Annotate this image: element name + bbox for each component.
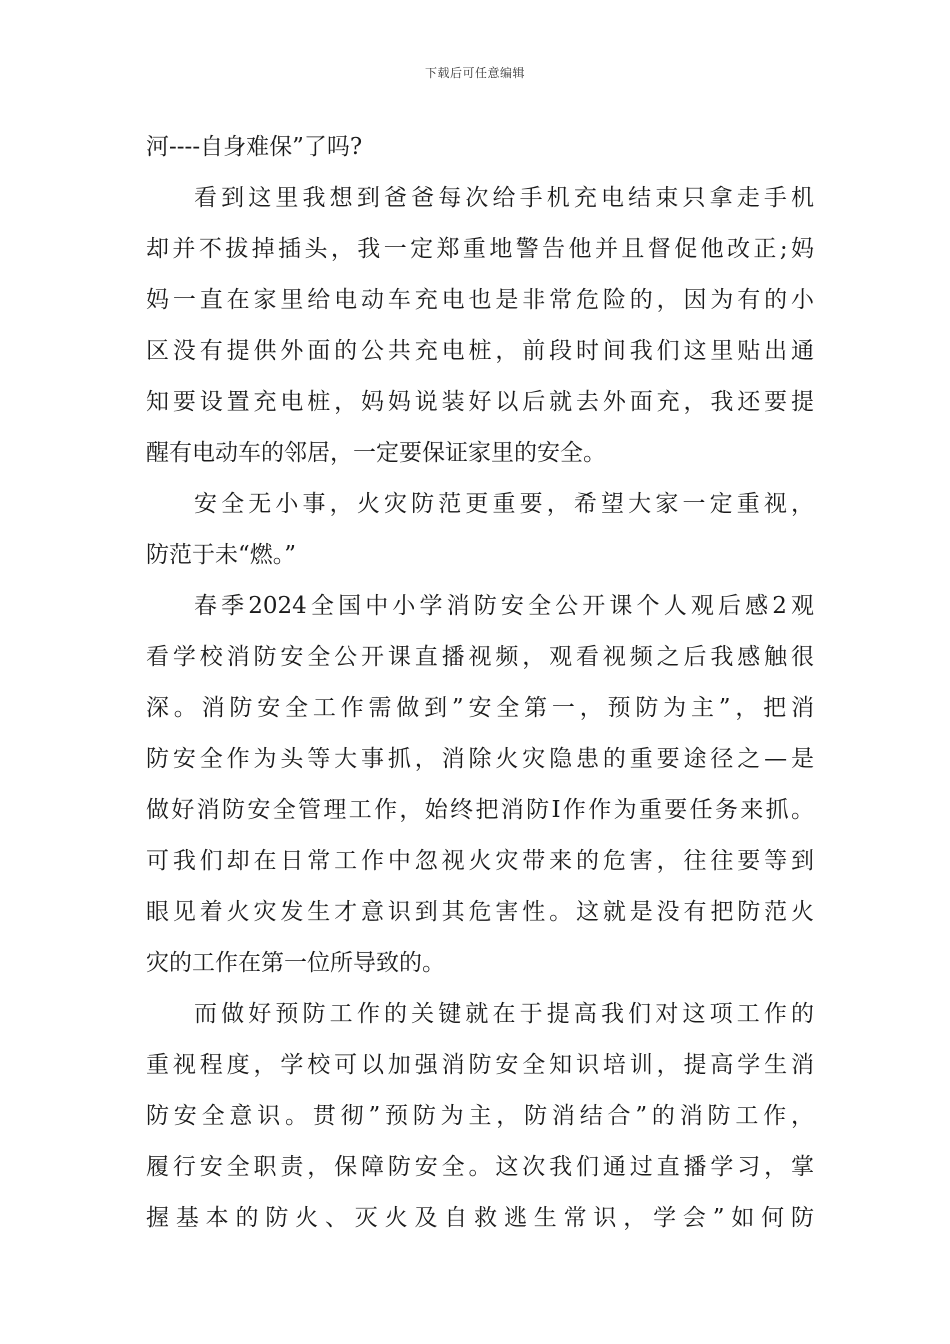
text-line: 可我们却在日常工作中忽视火灾带来的危害，往往要等到 (146, 848, 814, 874)
text-line: 却并不拔掉插头，我一定郑重地警告他并且督促他改正;妈 (146, 236, 814, 262)
text-line: 区没有提供外面的公共充电桩，前段时间我们这里贴出通 (146, 338, 814, 364)
text-line: 做好消防安全管理工作，始终把消防I作作为重要任务来抓。 (146, 797, 814, 823)
page-header-note: 下载后可任意编辑 (424, 66, 525, 80)
text-line: 看学校消防安全公开课直播视频，观看视频之后我感触很 (146, 644, 814, 670)
text-line: 眼见着火灾发生才意识到其危害性。这就是没有把防范火 (146, 899, 814, 925)
text-line: 河----自身难保”了吗? (146, 134, 363, 160)
text-line: 醒有电动车的邻居，一定要保证家里的安全。 (146, 440, 606, 466)
text-line: 防范于未“燃。” (146, 542, 297, 568)
text-line: 防安全作为头等大事抓，消除火灾隐患的重要途径之—是 (146, 746, 814, 772)
text-line: 深。消防安全工作需做到”安全第一，预防为主”，把消 (146, 695, 814, 721)
text-line: 防安全意识。贯彻”预防为主，防消结合”的消防工作， (146, 1103, 814, 1129)
text-line: 妈一直在家里给电动车充电也是非常危险的，因为有的小 (146, 287, 814, 313)
text-line: 而做好预防工作的关键就在于提高我们对这项工作的 (194, 1001, 814, 1027)
text-line: 履行安全职责，保障防安全。这次我们通过直播学习，掌 (146, 1154, 814, 1180)
text-line: 握基本的防火、灭火及自救逃生常识，学会”如何防 (146, 1205, 814, 1231)
text-line: 重视程度，学校可以加强消防安全知识培训，提高学生消 (146, 1052, 814, 1078)
text-line: 灾的工作在第一位所导致的。 (146, 950, 445, 976)
text-line: 看到这里我想到爸爸每次给手机充电结束只拿走手机 (194, 185, 814, 211)
text-line: 春季2024全国中小学消防安全公开课个人观后感2观 (194, 593, 814, 619)
text-line: 安全无小事，火灾防范更重要，希望大家一定重视， (194, 491, 814, 517)
document-body (146, 122, 814, 1244)
text-line: 知要设置充电桩，妈妈说装好以后就去外面充，我还要提 (146, 389, 814, 415)
